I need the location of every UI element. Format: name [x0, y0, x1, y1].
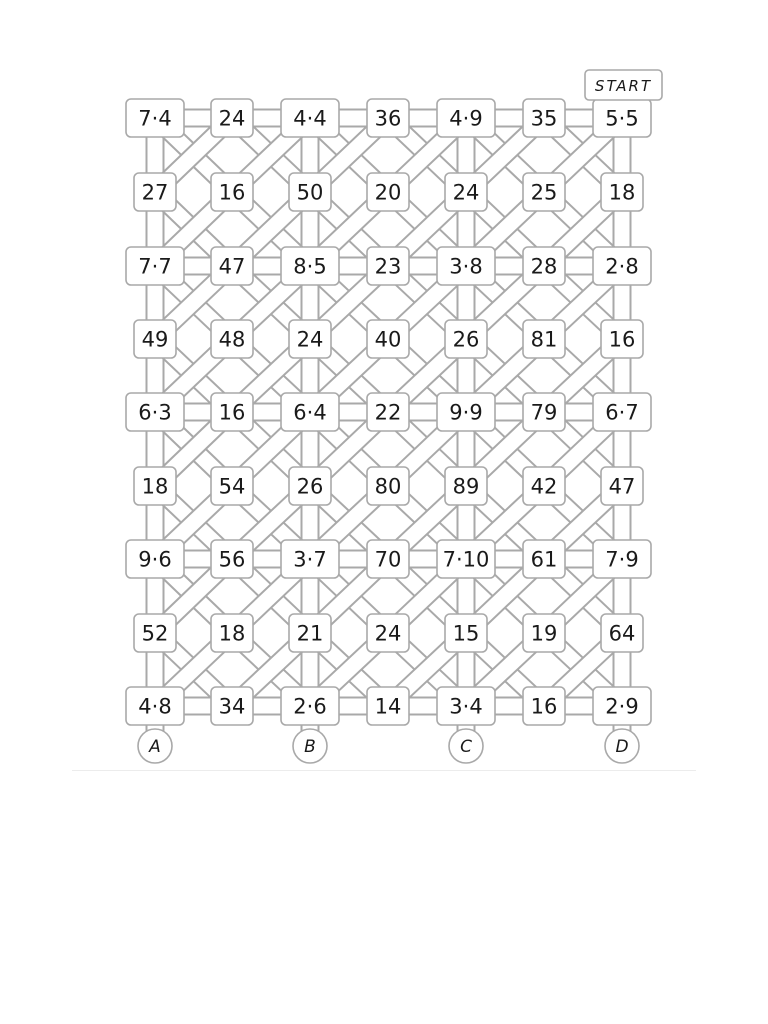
product-cell[interactable]	[437, 247, 495, 285]
product-cell[interactable]	[437, 99, 495, 137]
number-cell[interactable]	[367, 687, 409, 725]
product-cell[interactable]	[126, 540, 184, 578]
cell-value: 47	[218, 254, 246, 279]
number-cell[interactable]	[367, 540, 409, 578]
number-cell[interactable]	[134, 467, 176, 505]
number-cell[interactable]	[523, 393, 565, 431]
cell-value: 20	[374, 180, 402, 205]
number-cell[interactable]	[445, 467, 487, 505]
number-cell[interactable]	[367, 467, 409, 505]
cell-value: 80	[374, 474, 402, 499]
product-cell[interactable]	[126, 99, 184, 137]
number-cell[interactable]	[367, 247, 409, 285]
cell-value: 6·3	[138, 400, 172, 425]
product-cell[interactable]	[593, 393, 651, 431]
cell-value: 4·4	[293, 106, 327, 131]
cell-value: 3·8	[449, 254, 483, 279]
cell-value: 5·5	[605, 106, 639, 131]
cell-value: 79	[530, 400, 558, 425]
product-cell[interactable]	[593, 687, 651, 725]
cell-value: 4·9	[449, 106, 483, 131]
exit-markers	[138, 729, 639, 763]
number-cell[interactable]	[367, 393, 409, 431]
product-cell[interactable]	[437, 393, 495, 431]
cell-value: 27	[141, 180, 169, 205]
cell-value: 2·9	[605, 694, 639, 719]
cell-value: 14	[374, 694, 402, 719]
cell-value: 7·9	[605, 547, 639, 572]
number-cell[interactable]	[211, 173, 253, 211]
cell-value: 7·4	[138, 106, 172, 131]
cell-value: 26	[296, 474, 324, 499]
cell-value: 56	[218, 547, 246, 572]
cell-value: 40	[374, 327, 402, 352]
cell-value: 18	[141, 474, 169, 499]
cell-value: 9·6	[138, 547, 172, 572]
cell-value: 24	[374, 621, 402, 646]
cell-value: 6·4	[293, 400, 327, 425]
product-cell[interactable]	[593, 99, 651, 137]
cell-value: 7·10	[442, 547, 490, 572]
number-cell[interactable]	[523, 614, 565, 652]
product-cell[interactable]	[593, 247, 651, 285]
start-label: START	[594, 77, 653, 95]
cell-value: 24	[218, 106, 246, 131]
cell-value: 4·8	[138, 694, 172, 719]
exit-label: B	[304, 737, 316, 757]
cell-value: 64	[608, 621, 636, 646]
number-cell[interactable]	[523, 320, 565, 358]
exit-d[interactable]	[605, 729, 639, 763]
number-cell[interactable]	[523, 687, 565, 725]
cell-value: 7·7	[138, 254, 172, 279]
number-cell[interactable]	[134, 173, 176, 211]
exit-c[interactable]	[449, 729, 483, 763]
cell-value: 48	[218, 327, 246, 352]
cell-value: 34	[218, 694, 246, 719]
cell-value: 8·5	[293, 254, 327, 279]
cell-value: 61	[530, 547, 558, 572]
cell-value: 18	[608, 180, 636, 205]
cell-value: 3·7	[293, 547, 327, 572]
cell-value: 16	[608, 327, 636, 352]
cell-value: 6·7	[605, 400, 639, 425]
cell-value: 52	[141, 621, 169, 646]
number-cell[interactable]	[211, 320, 253, 358]
cell-value: 54	[218, 474, 246, 499]
cell-value: 36	[374, 106, 402, 131]
cell-value: 35	[530, 106, 558, 131]
cell-value: 23	[374, 254, 402, 279]
number-cell[interactable]	[367, 614, 409, 652]
product-cell[interactable]	[281, 540, 339, 578]
cell-value: 2·6	[293, 694, 327, 719]
number-cell[interactable]	[445, 320, 487, 358]
number-cell[interactable]	[211, 614, 253, 652]
number-cell[interactable]	[367, 173, 409, 211]
number-cell[interactable]	[601, 614, 643, 652]
number-cell[interactable]	[134, 614, 176, 652]
number-cell[interactable]	[601, 320, 643, 358]
product-cell[interactable]	[126, 687, 184, 725]
exit-label: D	[615, 737, 629, 757]
exit-label: C	[460, 737, 472, 757]
cell-value: 16	[530, 694, 558, 719]
product-cell[interactable]	[126, 393, 184, 431]
product-cell[interactable]	[281, 99, 339, 137]
page-divider	[72, 770, 696, 771]
number-cell[interactable]	[601, 467, 643, 505]
cell-value: 9·9	[449, 400, 483, 425]
number-cell[interactable]	[523, 540, 565, 578]
product-cell[interactable]	[437, 540, 495, 578]
number-cell[interactable]	[523, 99, 565, 137]
cell-value: 19	[530, 621, 558, 646]
product-cell[interactable]	[126, 247, 184, 285]
number-cell[interactable]	[445, 173, 487, 211]
cell-value: 24	[296, 327, 324, 352]
number-cell[interactable]	[367, 320, 409, 358]
cell-value: 3·4	[449, 694, 483, 719]
product-cell[interactable]	[593, 540, 651, 578]
cell-value: 89	[452, 474, 480, 499]
cell-value: 18	[218, 621, 246, 646]
exit-a[interactable]	[138, 729, 172, 763]
number-cell[interactable]	[523, 173, 565, 211]
cell-value: 15	[452, 621, 480, 646]
cell-value: 42	[530, 474, 558, 499]
cell-value: 16	[218, 180, 246, 205]
cell-value: 49	[141, 327, 169, 352]
number-cell[interactable]	[211, 540, 253, 578]
number-cell[interactable]	[367, 99, 409, 137]
exit-b[interactable]	[293, 729, 327, 763]
cell-value: 47	[608, 474, 636, 499]
number-cell[interactable]	[289, 320, 331, 358]
number-cell[interactable]	[289, 173, 331, 211]
cell-value: 81	[530, 327, 558, 352]
cell-value: 28	[530, 254, 558, 279]
number-cell[interactable]	[289, 467, 331, 505]
cell-value: 21	[296, 621, 324, 646]
number-cell[interactable]	[601, 173, 643, 211]
cell-value: 24	[452, 180, 480, 205]
number-cell[interactable]	[523, 247, 565, 285]
cell-value: 26	[452, 327, 480, 352]
number-cell[interactable]	[211, 687, 253, 725]
cell-value: 22	[374, 400, 402, 425]
cell-value: 2·8	[605, 254, 639, 279]
product-cell[interactable]	[281, 687, 339, 725]
number-cell[interactable]	[211, 467, 253, 505]
cell-value: 70	[374, 547, 402, 572]
number-cell[interactable]	[523, 467, 565, 505]
cell-value: 50	[296, 180, 324, 205]
number-cell[interactable]	[211, 99, 253, 137]
number-cell[interactable]	[445, 614, 487, 652]
number-cell[interactable]	[211, 393, 253, 431]
number-cell[interactable]	[134, 320, 176, 358]
cell-value: 16	[218, 400, 246, 425]
start-marker[interactable]	[585, 70, 662, 100]
product-cell[interactable]	[281, 393, 339, 431]
number-cell[interactable]	[211, 247, 253, 285]
product-cell[interactable]	[437, 687, 495, 725]
exit-label: A	[149, 737, 161, 757]
number-cell[interactable]	[289, 614, 331, 652]
cell-value: 25	[530, 180, 558, 205]
product-cell[interactable]	[281, 247, 339, 285]
